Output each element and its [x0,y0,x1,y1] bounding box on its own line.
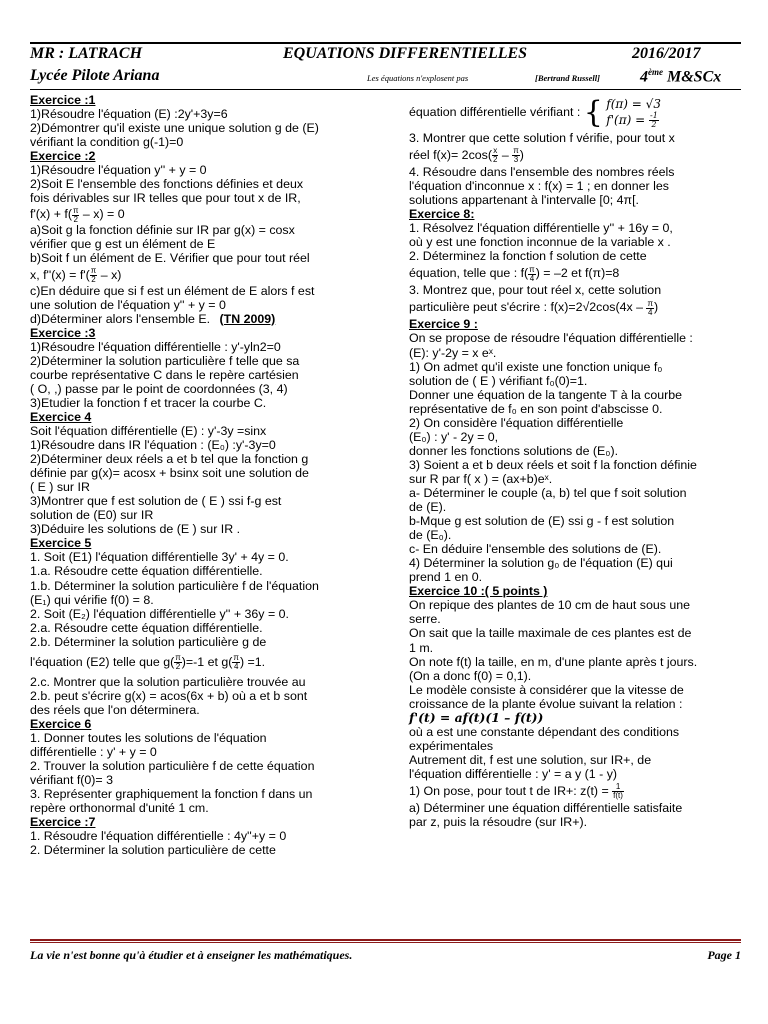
exercise-line: (E₁) qui vérifie f(0) = 8. [30,592,154,607]
exercise-line: où y est une fonction inconnue de la variable x . [409,235,671,250]
exercise-line: 2)Soit E l'ensemble des fonctions définies et deux [30,177,304,192]
exercise-line: vérifiant f(0)= 3 [30,773,113,788]
exercise-title: Exercice :1 [30,93,96,107]
exercise-line: 3)Déduire les solutions de (E ) sur IR . [30,522,241,537]
exercise-line: expérimentales [409,738,494,753]
exercise-line: On se propose de résoudre l'équation différentielle : [409,331,693,346]
fraction-x-over-2: $\frac{x}{2}$ [492,146,498,165]
exercise-line: 1)Résoudre l'équation y'' + y = 0 [30,163,207,178]
exercise-line: d)Déterminer alors l'ensemble E. (TN 2009) [30,311,276,326]
page-number: Page 1 [707,948,741,962]
logistic-relation: f'(t) = af(t)(1 – f(t)) [409,709,544,725]
footer [30,948,741,963]
exercise-line: solution de (E0) sur IR [30,508,154,523]
exercise-line: 1)Résoudre l'équation (E) :2y'+3y=6 [30,107,228,122]
exercise-line: 1. Résoudre l'équation différentielle : 4y''+y = 0 [30,829,287,844]
right-column [409,93,749,829]
exercise-line: 1. Résolvez l'équation différentielle y'' + 16y = 0, [409,221,673,236]
exercise-line: a- Déterminer le couple (a, b) tel que f soit solution [409,485,687,500]
footer-motto: La vie n'est bonne qu'à étudier et à enseigner les mathématiques. [30,948,353,962]
exercise-line: 1) On pose, pour tout t de IR+: z(t) = $\frac{1}{f(t)}$ [409,782,623,801]
exercise-line: de (E). [409,500,447,515]
exercise-line: On repique des plantes de 10 cm de haut sous une [409,598,691,613]
footer-rule-thin [30,942,741,943]
class-label: 4ème M&SCx [640,67,722,86]
exercise-line: vérifiant la condition g(-1)=0 [30,135,184,150]
exercise-title: Exercice :7 [30,815,96,830]
exercise-line: équation différentielle vérifiant : { f(π) = √3 f'(π) = $\frac{-1}{2}$ [409,94,661,130]
exercise-line: 3. Montrez que, pour tout réel x, cette solution [409,283,662,298]
exercise-line: une solution de l'équation y'' + y = 0 [30,297,226,312]
exercise-line: 1.a. Résoudre cette équation différentielle. [30,564,263,579]
fraction-minus1-over-2: $\frac{-1}{2}$ [649,110,658,129]
exercise-line: a)Soit g la fonction définie sur IR par g(x) = cosx [30,223,295,238]
exercise-line: fois dérivables sur IR telles que pour tout x de IR, [30,191,301,206]
exercise-line: l'équation différentielle : y' = a y (1 - y) [409,766,618,781]
exercise-line: ( E ) sur IR [30,480,90,495]
exercise-line: 2. Trouver la solution particulière f de cette équation [30,759,315,774]
exercise-title: Exercice 10 :( 5 points ) [409,584,548,599]
exercise-line: 2.b. peut s'écrire g(x) = acos(6x + b) où a et b sont [30,688,308,703]
exercise-line: où a est une constante dépendant des conditions [409,724,680,739]
exercise-line: On sait que la taille maximale de ces plantes est de [409,626,692,641]
exercise-line: 2)Déterminer deux réels a et b tel que la fonction g [30,452,309,467]
school-year: 2016/2017 [632,45,701,62]
fraction-pi-over-2: $\frac{\pi}{2}$ [72,205,79,224]
exercise-line: l'équation (E2) telle que g( $\frac{\pi}{2}$ )=-1 et g( $\frac{\pi}{4}$ ) =1. [30,652,266,671]
exercise-title: Exercice 8: [409,207,475,222]
exercise-line: 3)Etudier la fonction f et tracer la courbe C. [30,395,267,410]
exercise-title: Exercice 4 [30,409,92,424]
exercise-line: 1 m. [409,640,434,655]
exercise-line: de (E₀). [409,528,452,543]
condition-system: f(π) = √3 f'(π) = $\frac{-1}{2}$ [606,96,661,129]
quote: Les équations n'explosent pas [367,73,469,83]
exercise-title: Exercice 6 [30,716,92,731]
exercise-line: (E₀) : y' - 2y = 0, [409,429,499,444]
exercise-line: serre. [409,612,441,627]
header-bottom-rule [30,89,741,90]
exercise-line: 4) Déterminer la solution g₀ de l'équation (E) qui [409,556,673,571]
exercise-line: Donner une équation de la tangente T à la courbe [409,387,683,402]
exercise-line: différentielle : y' + y = 0 [30,744,157,759]
fraction-pi-over-2: $\frac{\pi}{2}$ [175,652,181,671]
exercise-line: b-Mque g est solution de (E) ssi g - f est solution [409,514,675,529]
exercise-line: Le modèle consiste à considérer que la vitesse de [409,682,684,697]
exercise-line: courbe représentative C dans le repère cartésien [30,367,299,382]
exercise-line: solution de ( E ) vérifiant f₀(0)=1. [409,373,588,388]
exercise-line: donner les fonctions solutions de (E₀). [409,443,619,458]
school-name: Lycée Pilote Ariana [30,67,160,84]
exercise-line: définie par g(x)= acosx + bsinx soit une solution de [30,466,309,481]
exercise-line: l'équation d'inconnue x : f(x) = 1 ; en donner les [409,179,669,194]
exercise-line: ( O, ,) passe par le point de coordonnées (3, 4) [30,381,288,396]
exercise-line: f'(x) + f( $\frac{\pi}{2}$ – x) = 0 [30,205,125,224]
exercise-line: 3. Représenter graphiquement la fonction f dans un [30,787,313,802]
exercise-line: solutions appartenant à l'intervalle [0; 4π[. [409,193,639,208]
quote-author: [Bertrand Russell] [535,73,600,83]
fraction-1-over-ft: $\frac{1}{f(t)}$ [613,782,623,801]
exercise-line: 1) On admet qu'il existe une fonction unique f₀ [409,359,663,374]
exercise-title: Exercice :2 [30,149,96,164]
fraction-pi-over-3: $\frac{\pi}{3}$ [513,146,519,165]
document-title: EQUATIONS DIFFERENTIELLES [283,45,528,62]
exercise-line: représentative de f₀ en son point d'abscisse 0. [409,401,663,416]
exercise-line: c- En déduire l'ensemble des solutions de (E). [409,542,662,557]
exercise-line: Autrement dit, f est une solution, sur IR+, de [409,752,652,767]
exercise-line: 1. Soit (E1) l'équation différentielle 3y' + 4y = 0. [30,550,289,565]
fraction-pi-over-4: $\frac{\pi}{4}$ [233,652,239,671]
exercise-line: 2) On considère l'équation différentielle [409,415,624,430]
exercise-title: Exercice 5 [30,536,92,551]
exercise-line: repère orthonormal d'unité 1 cm. [30,801,209,816]
exercise-line: 2. Soit (E₂) l'équation différentielle y'' + 36y = 0. [30,606,289,621]
exercise-line: 2. Déterminer la solution particulière de cette [30,843,276,858]
exercise-line: c)En déduire que si f est un élément de E alors f est [30,283,315,298]
exercise-line: équation, telle que : f( $\frac{\pi}{4}$ ) = –2 et f(π)=8 [409,264,620,283]
exercise-line: 3. Montrer que cette solution f vérifie, pour tout x [409,131,675,145]
exercise-line: 3)Montrer que f est solution de ( E ) ssi f-g est [30,494,282,509]
left-column [30,93,390,857]
exercise-title: Exercice :3 [30,325,96,340]
exercise-title: Exercice 9 : [409,317,478,332]
exercise-line: croissance de la plante évolue suivant la relation : [409,696,683,711]
exercise-line: 2. Déterminez la fonction f solution de cette [409,249,647,264]
exercise-line: Soit l'équation différentielle (E) : y'-3y =sinx [30,423,267,438]
exercise-line: 2.c. Montrer que la solution particulière trouvée au [30,674,306,689]
exercise-line: a) Déterminer une équation différentielle satisfaite [409,800,683,815]
exercise-line: On note f(t) la taille, en m, d'une plante après t jours. [409,654,698,669]
exam-tag: (TN 2009) [219,311,276,326]
exercise-line: 1.b. Déterminer la solution particulière f de l'équation [30,578,319,593]
exercise-line: 4. Résoudre dans l'ensemble des nombres réels [409,165,675,180]
exercise-line: 1)Résoudre dans IR l'équation : (E₀) :y'-3y=0 [30,438,276,453]
exercise-line: des réels que l'on déterminera. [30,702,200,717]
header-top-rule [30,42,741,44]
exercise-line: particulière peut s'écrire : f(x)=2√2cos(4x – $\frac{\pi}{4}$ ) [409,298,659,317]
exercise-line: (E): y'-2y = x eˣ. [409,345,497,360]
exercise-line: 1. Donner toutes les solutions de l'équation [30,730,267,745]
exercise-line: x, f''(x) = f'( $\frac{\pi}{2}$ – x) [30,265,122,284]
exercise-line: réel f(x)= 2cos( $\frac{x}{2}$ – $\frac{\pi}{3}$ ) [409,146,524,165]
exercise-line: vérifier que g est un élément de E [30,237,216,252]
exercise-line: 3) Soient a et b deux réels et soit f la fonction définie [409,457,697,472]
exercise-line: 2)Déterminer la solution particulière f telle que sa [30,353,300,368]
footer-rule [30,939,741,941]
author: MR : LATRACH [30,45,143,62]
fraction-pi-over-4: $\frac{\pi}{4}$ [529,264,535,283]
brace-glyph: { [583,94,603,130]
exercise-line: prend 1 en 0. [409,570,483,585]
exercise-line: par z, puis la résoudre (sur IR+). [409,815,588,830]
exercise-line: sur R par f( x ) = (ax+b)eˣ. [409,471,553,486]
exercise-line: 2.b. Déterminer la solution particulière g de [30,634,267,649]
exercise-line: 1)Résoudre l'équation différentielle : y'-yln2=0 [30,339,281,354]
exercise-line: 2)Démontrer qu'il existe une unique solution g de (E) [30,121,319,136]
fraction-pi-over-2: $\frac{\pi}{2}$ [90,265,97,284]
exercise-line: 2.a. Résoudre cette équation différentielle. [30,620,263,635]
exercise-line: (On a donc f(0) = 0,1). [409,668,532,683]
fraction-pi-over-4: $\frac{\pi}{4}$ [647,298,653,317]
exercise-line: b)Soit f un élément de E. Vérifier que pour tout réel [30,251,310,266]
